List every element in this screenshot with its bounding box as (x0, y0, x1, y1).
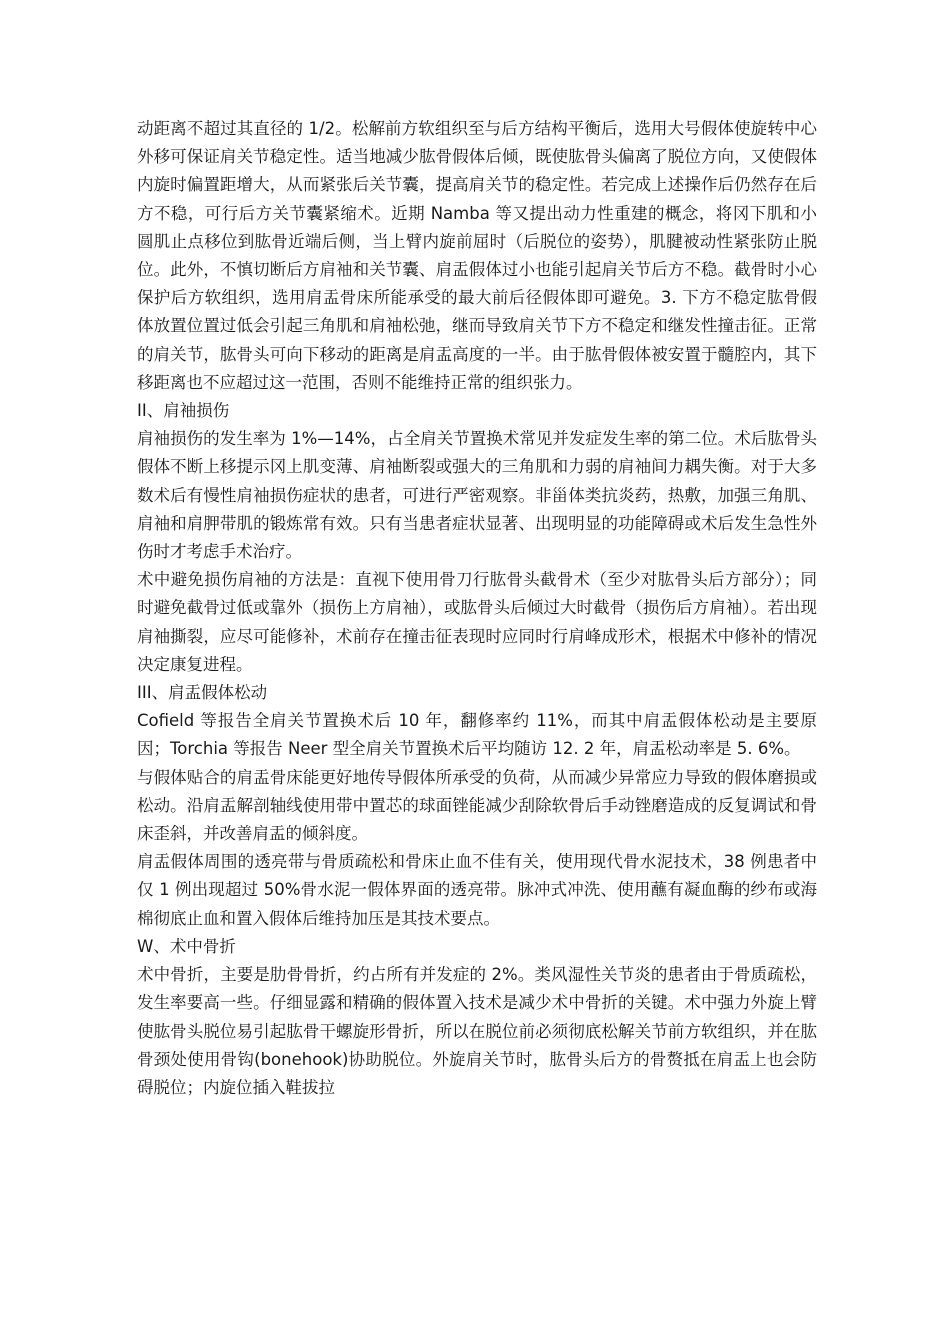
paragraph-1: 动距离不超过其直径的 1/2。松解前方软组织至与后方结构平衡后，选用大号假体使旋转中心外移可保证肩关节稳定性。适当地减少肱骨假体后倾，既使肱骨头偏离了脱位方向，又使假体内旋时偏置距增大，从而紧张后关节囊，提高肩关节的稳定性。若完成上述操作后仍然存在后方不稳，可行后方关节囊紧缩术。近期 Namba 等又提出动力性重建的概念，将冈下肌和小圆肌止点移位到肱骨近端后侧，当上臂内旋前屈时（后脱位的姿势），肌腱被动性紧张防止脱位。此外，不慎切断后方肩袖和关节囊、肩盂假体过小也能引起肩关节后方不稳。截骨时小心保护后方软组织，选用肩盂骨床所能承受的最大前后径假体即可避免。3. 下方不稳定肱骨假体放置位置过低会引起三角肌和肩袖松弛，继而导致肩关节下方不稳定和继发性撞击征。正常的肩关节，肱骨头可向下移动的距离是肩盂高度的一半。由于肱骨假体被安置于髓腔内，其下移距离也不应超过这一范围，否则不能维持正常的组织张力。 (137, 119, 817, 392)
section-heading-3: III、肩盂假体松动 (137, 683, 268, 703)
paragraph-6: 肩盂假体周围的透亮带与骨质疏松和骨床止血不佳有关，使用现代骨水泥技术，38 例患者中仅 1 例出现超过 50%骨水泥一假体界面的透亮带。脉冲式冲洗、使用蘸有凝血酶的纱布或海棉彻底止血和置入假体后维持加压是其技术要点。 (137, 852, 817, 928)
section-heading-4: W、术中骨折 (137, 936, 236, 956)
paragraph-2: 肩袖损伤的发生率为 1%—14%，占全肩关节置换术常见并发症发生率的第二位。术后肱骨头假体不断上移提示冈上肌变薄、肩袖断裂或强大的三角肌和力弱的肩袖间力耦失衡。对于大多数术后有慢性肩袖损伤症状的患者，可进行严密观察。非甾体类抗炎药，热敷，加强三角肌、肩袖和肩胛带肌的锻炼常有效。只有当患者症状显著、出现明显的功能障碍或术后发生急性外伤时才考虑手术治疗。 (137, 429, 817, 562)
paragraph-3: 术中避免损伤肩袖的方法是：直视下使用骨刀行肱骨头截骨术（至少对肱骨头后方部分）；同时避免截骨过低或靠外（损伤上方肩袖），或肱骨头后倾过大时截骨（损伤后方肩袖）。若出现肩袖撕裂，应尽可能修补，术前存在撞击征表现时应同时行肩峰成形术，根据术中修补的情况决定康复进程。 (137, 570, 817, 674)
paragraph-7: 术中骨折，主要是肋骨骨折，约占所有并发症的 2%。类风湿性关节炎的患者由于骨质疏松，发生率要高一些。仔细显露和精确的假体置入技术是减少术中骨折的关键。术中强力外旋上臂使肱骨头脱位易引起肱骨干螺旋形骨折，所以在脱位前必须彻底松解关节前方软组织，并在肱骨颈处使用骨钩(bonehook)协助脱位。外旋肩关节时，肱骨头后方的骨赘抵在肩盂上也会防碍脱位；内旋位插入鞋拔拉 (137, 965, 817, 1097)
paragraph-5: 与假体贴合的肩盂骨床能更好地传导假体所承受的负荷，从而减少异常应力导致的假体磨损或松动。沿肩盂解剖轴线使用带中置芯的球面锉能减少刮除软骨后手动锉磨造成的反复调试和骨床歪斜，并改善肩盂的倾斜度。 (137, 767, 817, 844)
paragraph-4: Cofield 等报告全肩关节置换术后 10 年，翻修率约 11%，而其中肩盂假体松动是主要原因；Torchia 等报告 Neer 型全肩关节置换术后平均随访 12. 2 年，肩盂松动率是 5. 6%。 (137, 711, 817, 759)
document-body (137, 115, 817, 1102)
section-heading-2: II、肩袖损伤 (137, 401, 230, 421)
